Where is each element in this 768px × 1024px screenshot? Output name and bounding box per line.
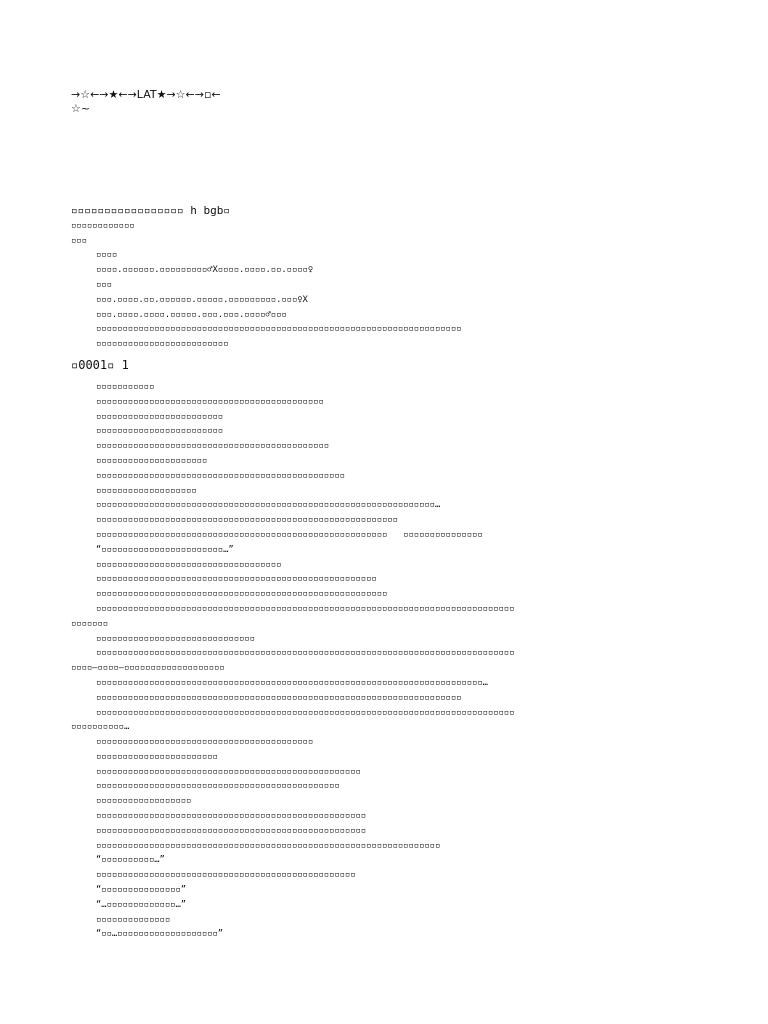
chapter-line: ▫▫▫▫▫▫▫▫▫▫▫▫▫▫▫▫▫▫▫▫▫▫▫▫▫▫▫▫▫▫▫▫▫▫▫▫▫▫▫▫▫▫▫▫▫▫▫▫▫▫▫▫▫▫▫▫▫▫▫▫▫▫▫▫▫▫▫▫▫▫▫▫▫▫▫▫▫▫▫	[96, 707, 515, 718]
chapter-line: ▫▫▫▫▫▫▫▫▫▫▫▫▫▫▫▫▫▫▫▫▫▫▫▫▫▫▫▫▫▫▫▫▫▫▫▫▫▫▫▫▫▫▫	[96, 396, 324, 407]
doc-line: ▫▫▫	[96, 279, 112, 290]
doc-line: ▫▫▫.▫▫▫▫.▫▫.▫▫▫▫▫▫.▫▫▫▫▫.▫▫▫▫▫▫▫▫▫.▫▫▫♀X	[96, 294, 308, 305]
chapter-line: ▫▫▫▫▫▫▫▫▫▫▫▫▫▫▫▫▫▫▫▫▫▫▫	[96, 751, 218, 762]
chapter-line: ▫▫▫▫▫▫▫▫▫▫▫▫▫▫▫▫▫▫▫▫▫▫▫▫▫▫▫▫▫▫▫▫▫▫▫▫▫▫▫▫▫▫▫▫▫▫▫▫▫▫▫	[96, 811, 367, 822]
doc-line: ▫▫▫▫▫▫▫▫▫▫▫▫▫▫▫▫▫▫▫▫▫▫▫▫▫▫▫▫▫▫▫▫▫▫▫▫▫▫▫▫▫▫▫▫▫▫▫▫▫▫▫▫▫▫▫▫▫▫▫▫▫▫▫▫▫▫▫▫▫	[96, 324, 462, 335]
chapter-line: ▫▫▫▫▫▫▫▫▫▫▫▫▫▫▫▫▫▫▫▫▫▫▫▫▫▫▫▫▫▫▫▫▫▫▫▫▫▫▫▫▫▫▫▫▫▫	[96, 781, 340, 792]
chapter-line: “▫▫▫▫▫▫▫▫▫▫▫▫▫▫▫”	[96, 885, 187, 896]
chapter-line: “▫▫▫▫▫▫▫▫▫▫…”	[96, 855, 165, 866]
chapter-line: ▫▫▫▫▫▫▫▫▫▫▫▫▫▫▫▫▫▫▫▫▫▫▫▫▫▫▫▫▫▫▫▫▫▫▫▫▫▫▫▫▫▫▫▫▫▫▫▫▫▫▫▫▫▫▫▫▫▫▫▫▫▫▫▫▫▫▫▫▫	[96, 692, 462, 703]
chapter-line: ▫▫▫▫▫▫▫▫▫▫▫▫▫▫▫▫▫▫▫▫▫▫▫▫▫▫▫▫▫▫▫▫▫▫▫▫▫▫▫▫▫▫▫▫	[96, 441, 330, 452]
document-body	[71, 204, 761, 942]
chapter-line: ▫▫▫▫▫▫▫▫▫▫▫▫▫▫▫▫▫▫▫▫▫▫▫▫	[96, 426, 224, 437]
doc-line: ▫▫▫	[71, 235, 87, 246]
chapter-line: ▫▫▫▫—▫▫▫▫—▫▫▫▫▫▫▫▫▫▫▫▫▫▫▫▫▫▫▫	[71, 663, 225, 674]
chapter-line: “▫▫▫▫▫▫▫▫▫▫▫▫▫▫▫▫▫▫▫▫▫▫▫…”	[96, 544, 234, 555]
chapter-line: “…▫▫▫▫▫▫▫▫▫▫▫▫▫…”	[96, 899, 187, 910]
chapter-line: ▫▫▫▫▫▫▫▫▫▫▫▫▫▫▫▫▫▫▫	[96, 485, 197, 496]
chapter-line: ▫▫▫▫▫▫▫▫▫▫▫▫▫▫▫▫▫▫▫▫▫▫▫▫▫▫▫▫▫▫▫▫▫▫▫▫▫▫▫▫▫▫▫▫▫▫▫▫▫▫▫▫▫	[96, 574, 377, 585]
chapter-line: ▫▫▫▫▫▫▫▫▫▫▫▫▫▫▫▫▫▫▫▫▫▫▫▫▫▫▫▫▫▫▫▫▫▫▫▫▫▫▫▫▫▫▫▫▫▫▫▫▫▫▫▫▫▫▫▫▫▫▫▫▫▫▫▫▫▫▫▫▫▫▫▫▫▫▫▫▫▫▫	[96, 648, 515, 659]
chapter-line: ▫▫▫▫▫▫▫▫▫▫▫▫▫▫▫▫▫▫▫▫▫▫▫▫▫▫▫▫▫▫▫▫▫▫▫▫▫▫▫▫▫▫▫▫▫▫▫▫▫▫▫▫▫▫▫ ▫▫▫▫▫▫▫▫▫▫▫▫▫▫▫	[96, 529, 483, 540]
chapter-heading: ▫0001▫ 1	[71, 357, 129, 372]
chapter-line: ▫▫▫▫▫▫▫▫▫▫▫▫▫▫▫▫▫▫▫▫▫▫▫▫▫▫▫▫▫▫	[96, 633, 255, 644]
chapter-line: ▫▫▫▫▫▫▫▫▫▫▫▫▫▫▫▫▫▫▫▫▫▫▫▫▫▫▫▫▫▫▫▫▫▫▫▫▫▫▫▫▫▫▫▫▫▫▫▫▫▫	[96, 766, 361, 777]
chapter-line: ▫▫▫▫▫▫▫▫▫▫▫▫▫▫	[96, 914, 171, 925]
doc-line: ▫▫▫▫.▫▫▫▫▫▫.▫▫▫▫▫▫▫▫▫♂X▫▫▫▫.▫▫▫▫.▫▫.▫▫▫▫♀	[96, 265, 314, 276]
chapter-line: ▫▫▫▫▫▫▫	[71, 618, 109, 629]
chapter-line: ▫▫▫▫▫▫▫▫▫▫▫▫▫▫▫▫▫▫▫▫▫▫▫▫▫▫▫▫▫▫▫▫▫▫▫▫▫▫▫▫▫▫▫▫▫▫▫▫▫	[96, 870, 356, 881]
doc-line: ▫▫▫▫	[96, 250, 118, 261]
chapter-line: ▫▫▫▫▫▫▫▫▫▫▫▫▫▫▫▫▫▫▫▫▫▫▫▫▫▫▫▫▫▫▫▫▫▫▫▫▫▫▫▫▫▫▫▫▫▫▫▫▫▫▫▫▫▫▫	[96, 589, 388, 600]
chapter-line: ▫▫▫▫▫▫▫▫▫▫▫▫▫▫▫▫▫▫	[96, 796, 192, 807]
chapter-line: ▫▫▫▫▫▫▫▫▫▫▫▫▫▫▫▫▫▫▫▫▫▫▫▫▫▫▫▫▫▫▫▫▫▫▫▫▫▫▫▫▫▫▫▫▫▫▫▫▫▫▫▫▫▫▫▫▫▫▫▫▫▫▫▫▫▫▫▫▫▫▫▫▫…	[96, 677, 488, 688]
chapter-line: ▫▫▫▫▫▫▫▫▫▫▫▫▫▫▫▫▫▫▫▫▫▫▫▫▫▫▫▫▫▫▫▫▫▫▫▫▫▫▫▫▫▫▫▫▫▫▫	[96, 470, 345, 481]
chapter-line: ▫▫▫▫▫▫▫▫▫▫▫▫▫▫▫▫▫▫▫▫▫▫▫▫▫▫▫▫▫▫▫▫▫▫▫▫▫▫▫▫▫▫▫▫▫▫▫▫▫▫▫▫▫▫▫▫▫▫▫▫▫▫▫▫…	[96, 500, 441, 511]
doc-title: ▫▫▫▫▫▫▫▫▫▫▫▫▫▫▫▫▫ h bgb▫	[71, 204, 230, 217]
chapter-body	[71, 380, 761, 942]
doc-line: ▫▫▫.▫▫▫▫.▫▫▫▫.▫▫▫▫▫.▫▫▫.▫▫▫.▫▫▫▫♂▫▫▫	[96, 309, 287, 320]
chapter-line: ▫▫▫▫▫▫▫▫▫▫▫▫▫▫▫▫▫▫▫▫▫▫▫▫▫▫▫▫▫▫▫▫▫▫▫	[96, 559, 282, 570]
chapter-line: ▫▫▫▫▫▫▫▫▫▫…	[71, 722, 130, 733]
chapter-line: ▫▫▫▫▫▫▫▫▫▫▫▫▫▫▫▫▫▫▫▫▫	[96, 455, 208, 466]
chapter-line: ▫▫▫▫▫▫▫▫▫▫▫▫▫▫▫▫▫▫▫▫▫▫▫▫▫▫▫▫▫▫▫▫▫▫▫▫▫▫▫▫▫	[96, 737, 314, 748]
doc-line: ▫▫▫▫▫▫▫▫▫▫▫▫	[71, 220, 135, 231]
doc-line: ▫▫▫▫▫▫▫▫▫▫▫▫▫▫▫▫▫▫▫▫▫▫▫▫▫	[96, 339, 229, 350]
chapter-line: ▫▫▫▫▫▫▫▫▫▫▫▫▫▫▫▫▫▫▫▫▫▫▫▫▫▫▫▫▫▫▫▫▫▫▫▫▫▫▫▫▫▫▫▫▫▫▫▫▫▫▫	[96, 825, 367, 836]
header-subsymbols: ☆~	[71, 102, 91, 115]
chapter-line: ▫▫▫▫▫▫▫▫▫▫▫	[96, 381, 155, 392]
chapter-line: “▫▫…▫▫▫▫▫▫▫▫▫▫▫▫▫▫▫▫▫▫▫”	[96, 929, 224, 940]
chapter-line: ▫▫▫▫▫▫▫▫▫▫▫▫▫▫▫▫▫▫▫▫▫▫▫▫▫▫▫▫▫▫▫▫▫▫▫▫▫▫▫▫▫▫▫▫▫▫▫▫▫▫▫▫▫▫▫▫▫▫▫▫▫▫▫▫▫	[96, 840, 441, 851]
chapter-line: ▫▫▫▫▫▫▫▫▫▫▫▫▫▫▫▫▫▫▫▫▫▫▫▫▫▫▫▫▫▫▫▫▫▫▫▫▫▫▫▫▫▫▫▫▫▫▫▫▫▫▫▫▫▫▫▫▫▫▫▫▫▫▫▫▫▫▫▫▫▫▫▫▫▫▫▫▫▫▫	[96, 603, 515, 614]
chapter-line: ▫▫▫▫▫▫▫▫▫▫▫▫▫▫▫▫▫▫▫▫▫▫▫▫▫▫▫▫▫▫▫▫▫▫▫▫▫▫▫▫▫▫▫▫▫▫▫▫▫▫▫▫▫▫▫▫▫	[96, 515, 398, 526]
header-symbols: →☆←→★←→LAT★→☆←→▫←	[71, 88, 221, 101]
chapter-line: ▫▫▫▫▫▫▫▫▫▫▫▫▫▫▫▫▫▫▫▫▫▫▫▫	[96, 411, 224, 422]
